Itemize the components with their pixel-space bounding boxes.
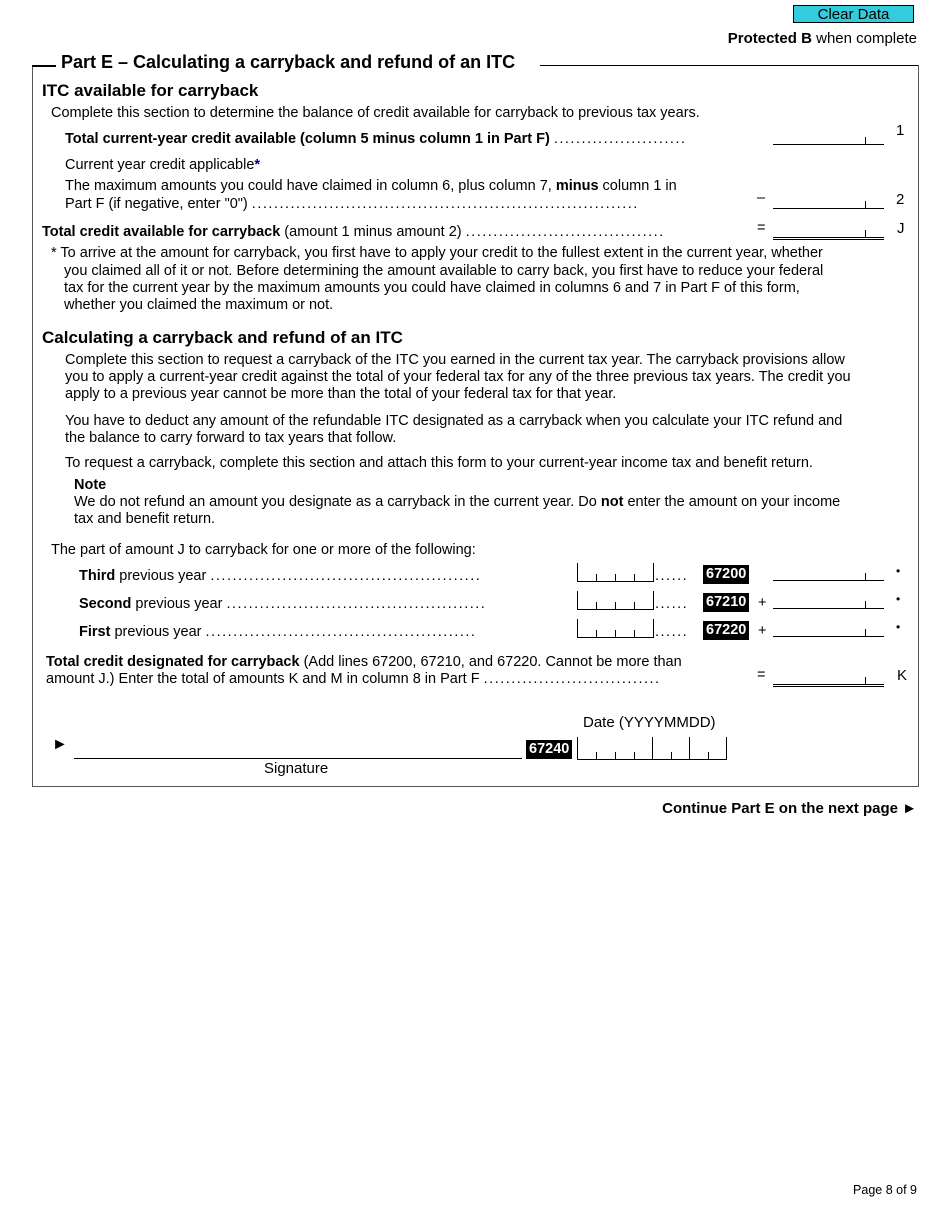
row-first-bold: First — [79, 624, 111, 640]
row-third-leader: ................................................. — [210, 568, 482, 584]
protected-notice — [728, 30, 917, 47]
line2-text-b: column 1 in — [598, 178, 677, 194]
signature-label: Signature — [264, 760, 329, 777]
row-first-year-leader: ...... — [655, 624, 689, 640]
clear-data-button[interactable]: Clear Data — [793, 5, 914, 23]
row-second-label — [79, 596, 486, 613]
sign-arrow-icon: ► — [52, 736, 68, 753]
lineK-operator: = — [757, 667, 766, 683]
line1-label-text: Total current-year credit available (column 5 minus column 1 in Part F) — [65, 131, 550, 147]
calc-para2-line1: You have to deduct any amount of the refundable ITC designated as a carryback when you calculate your ITC refund and — [65, 413, 843, 429]
row-third-label — [79, 568, 481, 585]
line2-operator: – — [757, 190, 766, 206]
calc-para1-line2: you to apply a current-year credit against the total of your federal tax for any of the three previous tax years. The credit you — [65, 369, 851, 385]
line1-input[interactable] — [773, 136, 884, 145]
row-first-year-input[interactable] — [577, 619, 654, 638]
line1-label — [65, 131, 687, 148]
protected-label: Protected B — [727, 30, 812, 47]
lineJ-rest: (amount 1 minus amount 2) — [280, 224, 462, 240]
calc-para1-line1: Complete this section to request a carryback of the ITC you earned in the current tax year. The carryback provisions allow — [65, 352, 845, 368]
part-e-title: Part E – Calculating a carryback and refund of an ITC — [61, 52, 516, 72]
row-second-rest: previous year — [131, 596, 223, 612]
row-third-bullet: • — [896, 564, 901, 578]
footnote-line-4: whether you claimed the maximum or not. — [64, 297, 334, 313]
date-label: Date (YYYYMMDD) — [583, 714, 716, 731]
lineK-label-2 — [46, 671, 661, 688]
code-67200: 67200 — [703, 565, 749, 584]
lineJ-label — [42, 224, 665, 241]
code-67220: 67220 — [703, 621, 749, 640]
row-first-operator: + — [758, 623, 767, 639]
lineK-bold: Total credit designated for carryback — [46, 654, 300, 670]
line2-title-text: Current year credit applicable — [65, 157, 255, 173]
line2-text-1 — [65, 178, 677, 195]
asterisk-mark: * — [254, 157, 261, 173]
note-text-a: We do not refund an amount you designate as a carryback in the current year. Do — [74, 494, 601, 510]
calc-para3: To request a carryback, complete this section and attach this form to your current-year income tax and benefit return. — [65, 455, 813, 471]
code-67210: 67210 — [703, 593, 749, 612]
row-first-leader: ................................................. — [205, 624, 477, 640]
title-rule-right — [540, 65, 918, 66]
lineK-rest-a: (Add lines 67200, 67210, and 67220. Cannot be more than — [299, 654, 682, 670]
row-third-rest: previous year — [115, 568, 207, 584]
carryback-intro: The part of amount J to carryback for one or more of the following: — [51, 542, 476, 558]
lineK-letter: K — [897, 667, 908, 684]
lineJ-bold: Total credit available for carryback — [42, 224, 281, 240]
row-second-year-leader: ...... — [655, 596, 689, 612]
row-third-year-input[interactable] — [577, 563, 654, 582]
protected-suffix: when complete — [811, 30, 917, 47]
date-input[interactable] — [577, 737, 727, 760]
title-rule-left — [32, 65, 56, 67]
note-not: not — [600, 494, 624, 510]
row-third-year-leader: ...... — [655, 568, 689, 584]
calc-para1-line3: apply to a previous year cannot be more than the total of your federal tax for that year. — [65, 386, 617, 402]
page-number: Page 8 of 9 — [853, 1183, 917, 1197]
row-second-amount-input[interactable] — [773, 600, 884, 609]
row-second-year-input[interactable] — [577, 591, 654, 610]
line2-number: 2 — [896, 191, 905, 208]
row-second-leader: ............................................... — [226, 596, 487, 612]
note-line-1 — [74, 494, 840, 511]
row-second-bold: Second — [79, 596, 132, 612]
itc-available-intro: Complete this section to determine the balance of credit available for carryback to previous tax years. — [51, 105, 700, 121]
note-title: Note — [74, 477, 107, 493]
row-second-bullet: • — [896, 592, 901, 606]
row-third-bold: Third — [79, 568, 116, 584]
line2-leader: ...................................................................... — [251, 196, 639, 212]
lineJ-operator: = — [757, 220, 766, 236]
lineK-leader: ................................ — [483, 671, 661, 687]
line2-text-c: Part F (if negative, enter "0") — [65, 196, 248, 212]
row-second-operator: + — [758, 595, 767, 611]
lineK-input[interactable] — [773, 676, 884, 687]
code-67240: 67240 — [526, 740, 572, 759]
note-text-b: enter the amount on your income — [623, 494, 841, 510]
row-first-rest: previous year — [110, 624, 202, 640]
row-first-bullet: • — [896, 620, 901, 634]
calc-para2-line2: the balance to carry forward to tax years that follow. — [65, 430, 397, 446]
lineK-label-1 — [46, 654, 682, 671]
line2-minus: minus — [555, 178, 599, 194]
signature-line[interactable] — [74, 758, 522, 759]
footnote-line-1: * To arrive at the amount for carryback, you first have to apply your credit to the fullest extent in the current year, whether — [51, 245, 823, 261]
line1-leader: ........................ — [553, 131, 687, 147]
itc-available-heading: ITC available for carryback — [42, 81, 259, 100]
line1-number: 1 — [896, 122, 905, 139]
row-first-label — [79, 624, 476, 641]
lineJ-input[interactable] — [773, 229, 884, 240]
calc-heading: Calculating a carryback and refund of an ITC — [42, 328, 403, 347]
line2-title — [65, 157, 260, 174]
footnote-line-2: you claimed all of it or not. Before determining the amount available to carry back, you first have to reduce your federal — [64, 263, 824, 279]
line2-text-a: The maximum amounts you could have claimed in column 6, plus column 7, — [65, 178, 556, 194]
continue-note: Continue Part E on the next page ► — [662, 800, 917, 817]
row-first-amount-input[interactable] — [773, 628, 884, 637]
note-line-2: tax and benefit return. — [74, 511, 216, 527]
footnote-line-3: tax for the current year by the maximum amounts you could have claimed in columns 6 and 7 in Part F of this form, — [64, 280, 800, 296]
line2-text-2 — [65, 196, 639, 213]
row-third-amount-input[interactable] — [773, 572, 884, 581]
lineJ-letter: J — [897, 220, 905, 237]
lineJ-leader: .................................... — [465, 224, 665, 240]
line2-input[interactable] — [773, 200, 884, 209]
lineK-rest-b: amount J.) Enter the total of amounts K and M in column 8 in Part F — [46, 671, 480, 687]
